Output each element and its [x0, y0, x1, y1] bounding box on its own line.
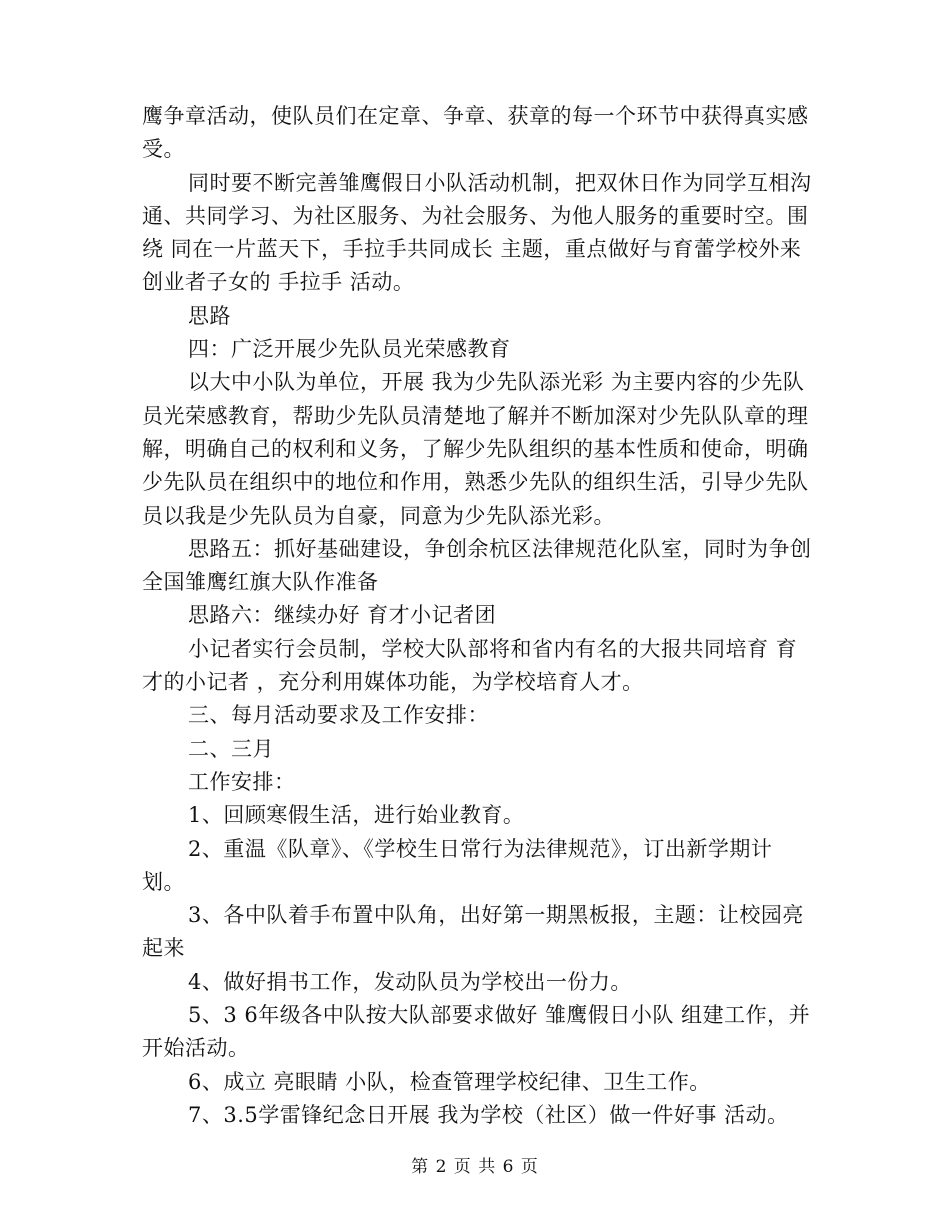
paragraph: 思路五：抓好基础建设，争创余杭区法律规范化队室，同时为争创全国雏鹰红旗大队作准备 [142, 536, 812, 595]
paragraph: 以大中小队为单位，开展 我为少先队添光彩 为主要内容的少先队员光荣感教育，帮助少先队员清楚地了解并不断加深对少先队队章的理解，明确自己的权利和义务，了解少先队组织的基本性质和使命，明确少先队员在组织中的地位和作用，熟悉少先队的组织生活，引导少先队员以我是少先队员为自豪，同意为少先队添光彩。 [142, 370, 809, 528]
document-body [142, 100, 812, 1132]
section-heading: 思路六：继续办好 育才小记者团 [188, 603, 497, 628]
month-heading: 二、三月 [188, 736, 274, 761]
paragraph: 同时要不断完善雏鹰假日小队活动机制，把双休日作为同学互相沟通、共同学习、为社区服务、为社会服务、为他人服务的重要时空。围绕 同在一片蓝天下，手拉手共同成长 主题，重点做好与育蕾学校外来创业者子女的 手拉手 活动。 [142, 170, 812, 295]
list-item: 3、各中队着手布置中队角，出好第一期黑板报，主题：让校园亮 起来 [142, 903, 804, 961]
list-item: 7、3.5学雷锋纪念日开展 我为学校（社区）做一件好事 活动。 [188, 1102, 789, 1127]
section-heading: 四：广泛开展少先队员光荣感教育 [188, 337, 511, 362]
paragraph: 鹰争章活动，使队员们在定章、争章、获章的每一个环节中获得真实感受。 [142, 104, 809, 162]
paragraph: 思路 [188, 303, 231, 328]
page-number-label: 第 2 页 共 6 页 [411, 1157, 539, 1177]
subheading: 工作安排： [188, 769, 296, 794]
page-footer [0, 1152, 950, 1177]
list-item: 6、成立 亮眼睛 小队，检查管理学校纪律、卫生工作。 [188, 1069, 711, 1094]
list-item: 2、重温《队章》、《学校生日常行为法律规范》，订出新学期计划。 [142, 836, 773, 894]
paragraph: 小记者实行会员制，学校大队部将和省内有名的大报共同培育 育才的小记者 ，充分利用媒体功能，为学校培育人才。 [142, 636, 798, 695]
section-heading: 三、每月活动要求及工作安排： [188, 703, 489, 728]
list-item: 4、做好捐书工作，发动队员为学校出一份力。 [188, 969, 632, 994]
list-item: 1、回顾寒假生活，进行始业教育。 [188, 803, 525, 828]
list-item: 5、3 6年级各中队按大队部要求做好 雏鹰假日小队 组建工作，并开始活动。 [142, 1003, 811, 1061]
